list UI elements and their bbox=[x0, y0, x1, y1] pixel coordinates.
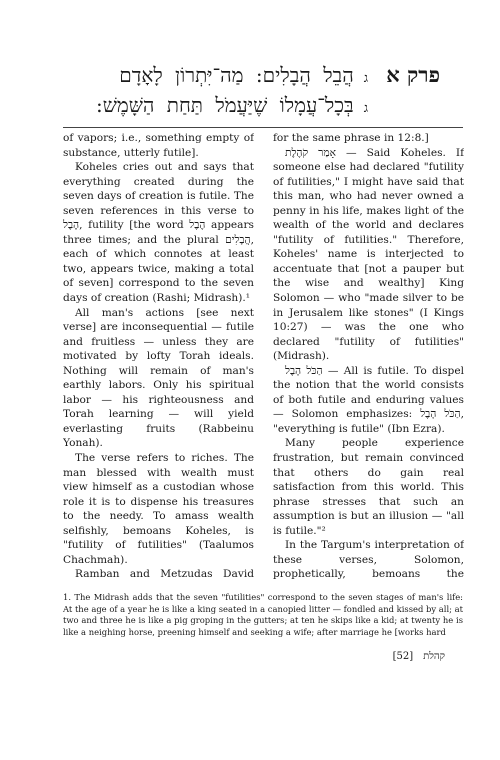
commentary-paragraph: In the Targum's interpretation of these verses, Solomon, prophetically, bemoans the bbox=[273, 539, 464, 581]
page-footer bbox=[393, 651, 445, 662]
commentary-right-column bbox=[273, 131, 464, 581]
commentary-paragraph: All man's actions [see next verse] are inconsequential — futile and fruitless — unless they are motivated by lofty Torah ideals. Nothing will remain of man's earthly labors. Only his spiritual labor — his righteousness and Torah learning — will yield everlasting fruits (Rabbeinu Yonah). bbox=[63, 306, 254, 450]
commentary-paragraph: for the same phrase in 12:8.] bbox=[273, 132, 429, 144]
page-number: [52] bbox=[392, 651, 414, 662]
book-title: קהלת bbox=[423, 651, 445, 662]
commentary-paragraph: הַכֹּל הָבֶל — All is futile. To dispel the notion that the world consists of both futile and enduring values — Solomon emphasizes: הַכֹּל הָבֶל, "everything is futile" (Ibn Ezra). bbox=[273, 364, 464, 435]
commentary-paragraph: of vapors; i.e., something empty of substance, utterly futile]. bbox=[63, 132, 254, 159]
header-rule bbox=[63, 127, 463, 128]
footnote: 1. The Midrash adds that the seven "futilities" correspond to the seven stages of man's life: At the age of a year he is like a king seated in a canopied litter — fondled and kissed by all; at two and three he is like a pig groping in the gutters; at ten he skips like a kid; at twenty he is like a neighing horse, preening himself and seeking a wife; after marriage he [works hard bbox=[63, 592, 463, 637]
verse-header bbox=[60, 62, 440, 124]
commentary-paragraph: The verse refers to riches. The man blessed with wealth must view himself as a custodian whose role it is to dispense his treasures to the needy. To amass wealth selfishly, bemoans Koheles, is "futility of futilities" (Taalumos Chachmah). bbox=[63, 452, 254, 566]
commentary-paragraph: Ramban and Metzudas David bbox=[75, 568, 254, 581]
verse-header-line-2 bbox=[60, 92, 440, 122]
verse-number: ג bbox=[363, 101, 368, 116]
verse-number: ג bbox=[363, 71, 368, 86]
verse-text: בְּכָל־עֲמָלוֹ שֶׁיַּעֲמֹל תַּחַת הַשָּׁמֶשׁ: bbox=[95, 93, 354, 117]
verse-text: הֲבֵל הֲבָלִים: מַה־יִּתְרוֹן לָאָדָם bbox=[119, 63, 354, 87]
commentary-paragraph: אָמַר קֹהֶלֶת — Said Koheles. If someone else had declared "futility of futilities," I might have said that this man, who had never owned a penny in his life, makes light of the wealth of the world and declares "futility of futilities." Therefore, Koheles' name is interjected to accentuate that [not a pauper but the wise and wealthy] King Solomon — who "made silver to be in Jerusalem like stones" (I Kings 10:27) — was the one who declared "futility of futilities" (Midrash). bbox=[273, 146, 464, 363]
chapter-label: פרק א bbox=[386, 62, 440, 87]
verse-header-line-1 bbox=[60, 62, 440, 92]
commentary-left-column bbox=[63, 131, 254, 581]
commentary-paragraph: Many people experience frustration, but remain convinced that others do gain real satisfaction from this world. This phrase stresses that such an assumption is but an illusion — "all is futile."² bbox=[273, 437, 464, 537]
commentary-paragraph: Koheles cries out and says that everything created during the seven days of creation is futile. The seven references in this verse to הֶבֶל, futility [the word הֶבֶל appears three times; and the plural הֲבָלִים, each of which connotes at least two, appears twice, making a total of seven] correspond to the seven days of creation (Rashi; Midrash).¹ bbox=[63, 161, 254, 305]
